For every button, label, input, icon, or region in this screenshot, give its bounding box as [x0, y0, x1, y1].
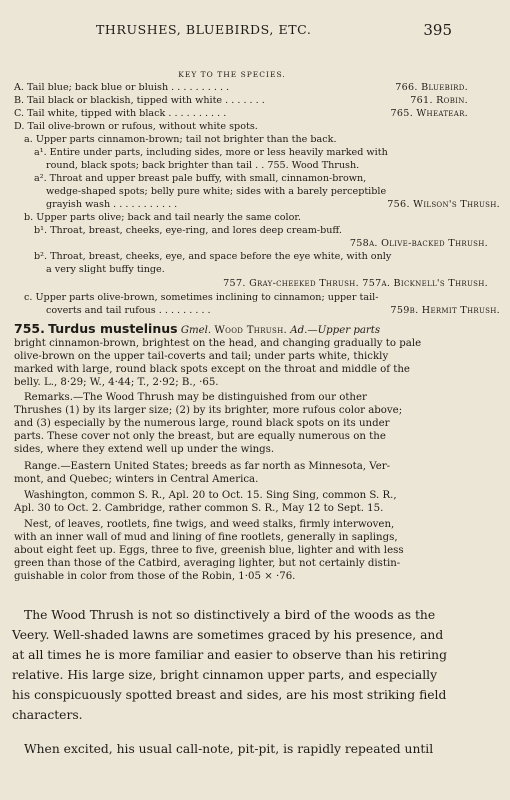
range-line: Range.—Eastern United States; breeds as far north as Minnesota, Ver-: [24, 461, 391, 472]
remarks-line: sides, where they extend well up under the wings.: [14, 444, 275, 455]
body-line: The Wood Thrush is not so distinctively a bird of the woods as the: [24, 608, 436, 622]
key-line: round, black spots; back brighter than tail . . 755. Wood Thrush.: [46, 160, 360, 171]
nest-line: about eight feet up. Eggs, three to five, greenish blue, lighter and with less: [14, 545, 404, 556]
running-header: [0, 22, 464, 38]
body-line: characters.: [12, 708, 83, 722]
remarks-line: parts. These cover not only the breast, but are equally numerous on the: [14, 431, 386, 442]
description-line: marked with large, round black spots except on the throat and middle of the: [14, 364, 410, 375]
record-line: Apl. 30 to Oct. 2. Cambridge, rather common S. R., May 12 to Sept. 15.: [14, 503, 384, 514]
key-line: wedge-shaped spots; belly pure white; sides with a barely perceptible: [46, 186, 387, 197]
description-line: bright cinnamon-brown, brightest on the head, and changing gradually to pale: [14, 338, 422, 349]
remarks-line: Thrushes (1) by its larger size; (2) by its brighter, more rufous color above;: [14, 405, 403, 416]
header-title: THRUSHES, BLUEBIRDS, ETC.: [96, 22, 312, 37]
key-line: a. Upper parts cinnamon-brown; tail not brighter than the back.: [24, 134, 337, 145]
key-line: coverts and tail rufous . . . . . . . . . 759b. Hermit Thrush.: [46, 305, 500, 316]
page-number: 395: [423, 21, 452, 39]
record-line: Washington, common S. R., Apl. 20 to Oct. 15. Sing Sing, common S. R.,: [24, 490, 397, 501]
nest-line: guishable in color from those of the Robin, 1·05 × ·76.: [14, 571, 296, 582]
key-line: a¹. Entire under parts, including sides, more or less heavily marked with: [34, 147, 388, 158]
key-line: B. Tail black or blackish, tipped with white . . . . . . . 761. Robin.: [14, 95, 468, 106]
key-line: a². Throat and upper breast pale buffy, with small, cinnamon-brown,: [34, 173, 367, 184]
key-line: grayish wash . . . . . . . . . . . 756. Wilson's Thrush.: [46, 199, 500, 210]
description-line: belly. L., 8·29; W., 4·44; T., 2·92; B., ·65.: [14, 377, 219, 388]
remarks-line: Remarks.—The Wood Thrush may be distinguished from our other: [24, 392, 367, 403]
key-line: b². Throat, breast, cheeks, eye, and space before the eye white, with only: [34, 251, 392, 262]
key-line: A. Tail blue; back blue or bluish . . . . . . . . . . 766. Bluebird.: [14, 82, 468, 93]
key-line: c. Upper parts olive-brown, sometimes inclining to cinnamon; upper tail-: [24, 292, 379, 303]
key-line: D. Tail olive-brown or rufous, without white spots.: [14, 121, 258, 132]
description-line: olive-brown on the upper tail-coverts and tail; under parts white, thickly: [14, 351, 389, 362]
remarks-line: and (3) especially by the numerous large, round black spots on its under: [14, 418, 390, 429]
key-title: KEY TO THE SPECIES.: [178, 70, 286, 79]
body-line: relative. His large size, bright cinnamon upper parts, and especially: [12, 668, 438, 682]
key-line: b¹. Throat, breast, cheeks, eye-ring, and lores deep cream-buff.: [34, 225, 342, 236]
nest-line: Nest, of leaves, rootlets, fine twigs, and weed stalks, firmly interwoven,: [24, 519, 395, 530]
key-line: C. Tail white, tipped with black . . . . . . . . . . 765. Wheatear.: [14, 108, 468, 119]
body-line: at all times he is more familiar and easier to observe than his retiring: [12, 648, 447, 662]
species-heading: 755. Turdus mustelinus Gmel. Wood Thrush. Ad.—Upper parts: [14, 321, 381, 336]
nest-line: with an inner wall of mud and lining of fine rootlets, generally in saplings,: [14, 532, 398, 543]
body-line: When excited, his usual call-note, pit-pit, is rapidly repeated until: [24, 742, 434, 756]
range-line: mont, and Quebec; winters in Central America.: [14, 474, 259, 485]
key-line: a very slight buffy tinge.: [46, 264, 165, 275]
nest-line: green than those of the Catbird, averaging lighter, but not certainly distin-: [14, 558, 401, 569]
key-line: b. Upper parts olive; back and tail nearly the same color.: [24, 212, 301, 223]
body-line: his conspicuously spotted breast and sides, are his most striking field: [12, 688, 447, 702]
book-page: THRUSHES, BLUEBIRDS, ETC. 395 KEY TO THE SPECIES. A. Tail blue; back blue or bluish . . . . . . . . . . 766. Bluebird. B. Tail black or blackish, tipped with white . . . . . . . 761. Robin. C. Tail white, tipped with black . . . . . . . . . . 765. Wheatear. D. Tail olive-brown or rufous, without white spots. a. Upper parts cinnamon-brown; tail not brighter than the back. a¹. Entire under parts, including sides, more or less heavily marked with round, black spots; back brighter than tail . . 755. Wood Thrush. a². Throat and upper breast pale buffy, with small, cinnamon-brown, wedge-shaped spots; belly pure white; sides with a barely perceptible grayish wash . . . . . . . . . . . 756. Wilson's Thrush. b. Upper parts olive; back and tail nearly the same color. b¹. Throat, breast, cheeks, eye-ring, and lores deep cream-buff. 758a. Olive-backed Thrush. b². Throat, breast, cheeks, eye, and space before the eye white, with only a very slight buffy tinge. 757. Gray-cheeked Thrush. 757a. Bicknell's Thrush. c. Upper parts olive-brown, sometimes inclining to cinnamon; upper tail- coverts and tail rufous . . . . . . . . . 759b. Hermit Thrush. 755. Turdus mustelinus Gmel. Wood Thrush. Ad.—Upper parts bright cinnamon-brown, brightest on the head, and changing gradually to pale olive-brown on the upper tail-coverts and tail; under parts white, thickly marked with large, round black spots except on the throat and middle of the belly. L., 8·29; W., 4·44; T., 2·92; B., ·65. Remarks.—The Wood Thrush may be distinguished from our other Thrushes (1) by its larger size; (2) by its brighter, more rufous color above; and (3) especially by the numerous large, round black spots on its under parts. These cover not only the breast, but are equally numerous on the sides, where they extend well up under the wings. Range.—Eastern United States; breeds as far north as Minnesota, Ver- mont, and Quebec; winters in Central America. Washington, common S. R., Apl. 20 to Oct. 15. Sing Sing, common S. R., Apl. 30 to Oct. 2. Cambridge, rather common S. R., May 12 to Sept. 15. Nest, of leaves, rootlets, fine twigs, and weed stalks, firmly interwoven, with an inner wall of mud and lining of fine rootlets, generally in saplings, about eight feet up. Eggs, three to five, greenish blue, lighter and with less green than those of the Catbird, averaging lighter, but not certainly distin- guishable in color from those of the Robin, 1·05 × ·76. The Wood Thrush is not so distinctively a bird of the woods as the Veery. Well-shaded lawns are sometimes graced by his presence, and at all times he is more familiar and easier to observe than his retiring relative. His large size, bright cinnamon upper parts, and especially his conspicuously spotted breast and sides, are his most striking field characters. When excited, his usual call-note, pit-pit, is rapidly repeated until: [0, 0, 464, 800]
body-line: Veery. Well-shaded lawns are sometimes graced by his presence, and: [12, 628, 444, 642]
